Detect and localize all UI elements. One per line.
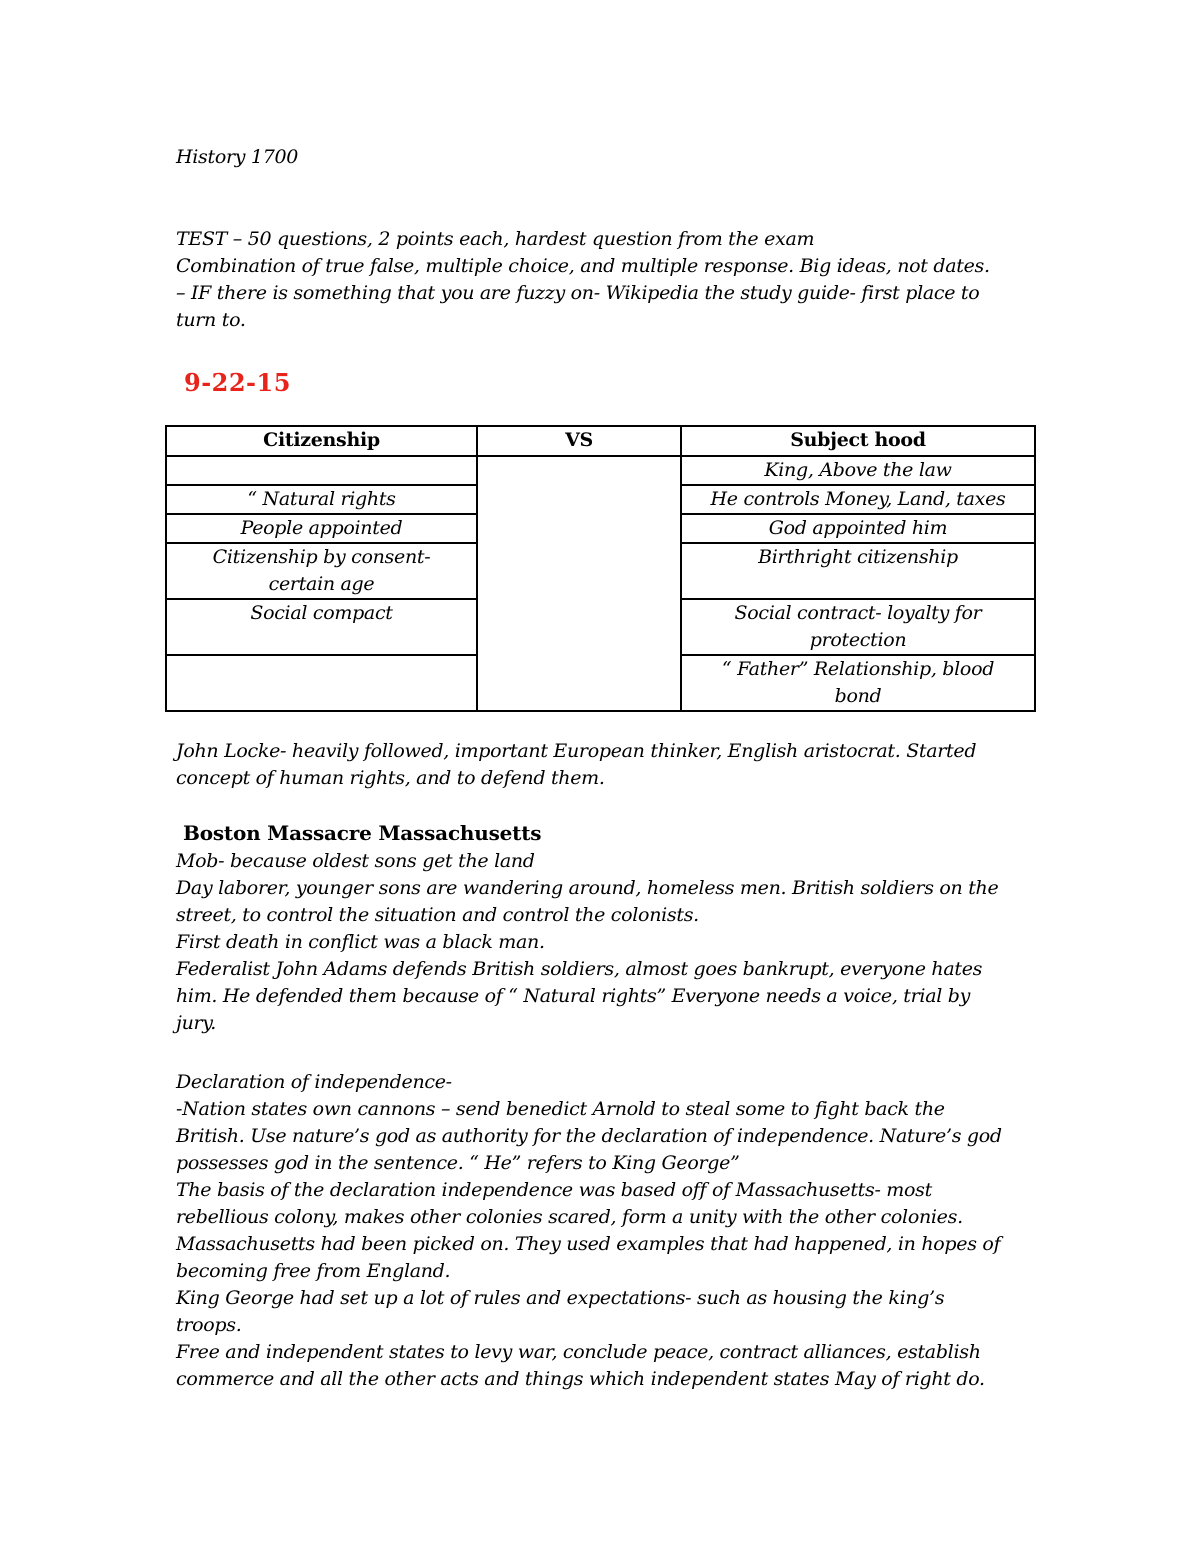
paragraph-line: -Nation states own cannons – send benedict Arnold to steal some to fight back the bbox=[176, 1098, 945, 1120]
title-text: History 1700 bbox=[176, 146, 299, 168]
table-header-row bbox=[166, 426, 1035, 456]
test-note-line: – IF there is something that you are fuzzy on- Wikipedia the study guide- first place to bbox=[176, 282, 980, 304]
locke-paragraph bbox=[176, 738, 976, 792]
subject-hood-cell bbox=[681, 599, 1035, 655]
paragraph-line: jury. bbox=[176, 1012, 216, 1034]
cell-text: “ Father” Relationship, blood bbox=[721, 658, 995, 680]
cell-text: God appointed him bbox=[768, 517, 948, 539]
paragraph-line: commerce and all the other acts and things which independent states May of right do. bbox=[176, 1368, 985, 1390]
paragraph-line: Massachusetts had been picked on. They used examples that had happened, in hopes of bbox=[176, 1233, 1001, 1255]
cell-text: Social contract- loyalty for bbox=[734, 602, 982, 624]
subject-hood-cell bbox=[681, 655, 1035, 711]
test-note-line: turn to. bbox=[176, 309, 246, 331]
subject-hood-cell bbox=[681, 543, 1035, 599]
paragraph-line: Declaration of independence- bbox=[176, 1071, 452, 1093]
paragraph-line: becoming free from England. bbox=[176, 1260, 451, 1282]
paragraph-line: Day laborer, younger sons are wandering around, homeless men. British soldiers on the bbox=[176, 877, 999, 899]
cell-text: “ Natural rights bbox=[247, 488, 396, 510]
subject-hood-cell bbox=[681, 514, 1035, 543]
cell-text: He controls Money, Land, taxes bbox=[710, 488, 1006, 510]
citizenship-cell bbox=[166, 655, 477, 711]
cell-text: Citizenship by consent- bbox=[212, 546, 431, 568]
citizenship-cell bbox=[166, 485, 477, 514]
citizenship-cell bbox=[166, 543, 477, 599]
document-title bbox=[176, 144, 298, 171]
vs-cell bbox=[477, 456, 681, 711]
paragraph-line: King George had set up a lot of rules and expectations- such as housing the king’s bbox=[176, 1287, 945, 1309]
paragraph-line: possesses god in the sentence. “ He” refers to King George” bbox=[176, 1152, 740, 1174]
paragraph-line: John Locke- heavily followed, important European thinker, English aristocrat. Started bbox=[176, 740, 977, 762]
header-citizenship: Citizenship bbox=[166, 426, 477, 456]
date-heading: 9-22-15 bbox=[184, 368, 291, 397]
citizenship-cell bbox=[166, 599, 477, 655]
declaration-notes bbox=[176, 1069, 1002, 1393]
paragraph-line: street, to control the situation and control the colonists. bbox=[176, 904, 699, 926]
test-note-line: Combination of true false, multiple choice, and multiple response. Big ideas, not dates. bbox=[176, 255, 990, 277]
cell-text: protection bbox=[809, 629, 907, 651]
paragraph-line: troops. bbox=[176, 1314, 242, 1336]
cell-text: Birthright citizenship bbox=[758, 546, 958, 568]
subject-hood-cell bbox=[681, 456, 1035, 485]
table-row bbox=[166, 456, 1035, 485]
test-note-line: TEST – 50 questions, 2 points each, hardest question from the exam bbox=[176, 228, 815, 250]
cell-text: King, Above the law bbox=[764, 459, 952, 481]
cell-text: Social compact bbox=[250, 602, 393, 624]
citizenship-cell bbox=[166, 514, 477, 543]
paragraph-line: First death in conflict was a black man. bbox=[176, 931, 545, 953]
boston-massacre-heading: Boston Massacre Massachusetts bbox=[183, 821, 542, 845]
paragraph-line: him. He defended them because of “ Natural rights” Everyone needs a voice, trial by bbox=[176, 985, 971, 1007]
cell-text: People appointed bbox=[240, 517, 403, 539]
paragraph-line: The basis of the declaration independence was based off of Massachusetts- most bbox=[176, 1179, 932, 1201]
paragraph-line: British. Use nature’s god as authority for the declaration of independence. Nature’s god bbox=[176, 1125, 1002, 1147]
cell-text: bond bbox=[834, 685, 882, 707]
header-subject-hood: Subject hood bbox=[681, 426, 1035, 456]
paragraph-line: rebellious colony, makes other colonies scared, form a unity with the other colonies. bbox=[176, 1206, 963, 1228]
paragraph-line: Mob- because oldest sons get the land bbox=[176, 850, 535, 872]
citizenship-cell bbox=[166, 456, 477, 485]
paragraph-line: Federalist John Adams defends British soldiers, almost goes bankrupt, everyone hates bbox=[176, 958, 983, 980]
boston-massacre-notes bbox=[176, 848, 998, 1037]
citizenship-vs-subjecthood-table bbox=[165, 425, 1036, 712]
paragraph-line: Free and independent states to levy war, conclude peace, contract alliances, establish bbox=[176, 1341, 981, 1363]
test-notes bbox=[176, 226, 990, 334]
paragraph-line: concept of human rights, and to defend them. bbox=[176, 767, 605, 789]
header-vs: VS bbox=[477, 426, 681, 456]
cell-text: certain age bbox=[268, 573, 375, 595]
subject-hood-cell bbox=[681, 485, 1035, 514]
